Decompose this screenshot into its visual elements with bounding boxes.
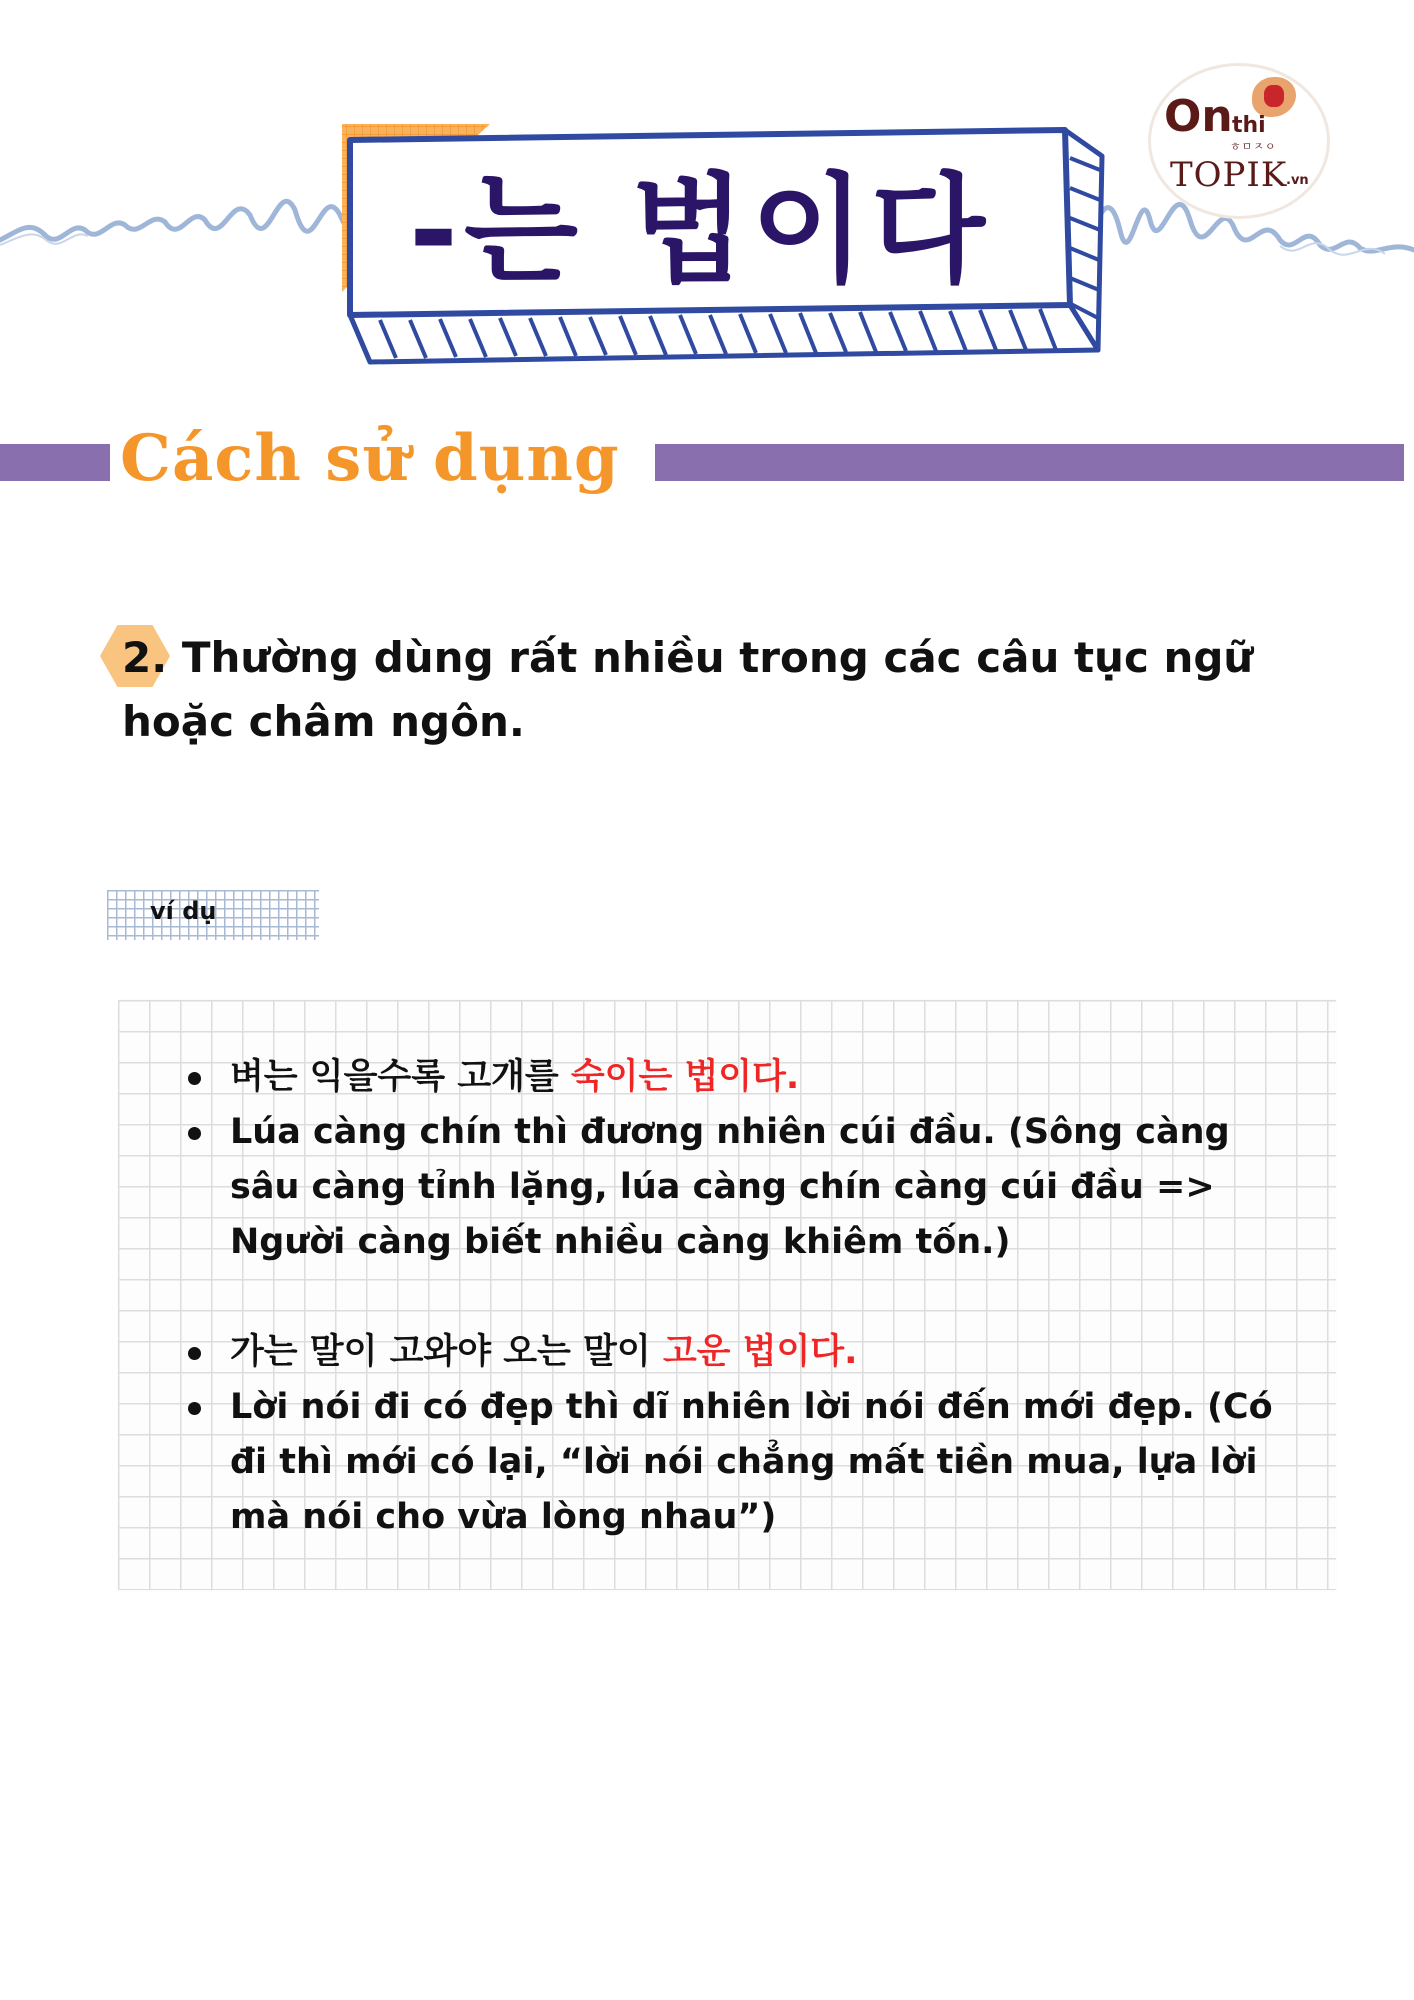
example-meaning: Lời nói đi có đẹp thì dĩ nhiên lời nói đến mới đẹp. (Có đi thì mới có lại, “lời nói chẳng mất tiền mua, lựa lời mà nói cho vừa lòng nhau”) [230,1387,1273,1537]
example-korean: 가는 말이 고와야 오는 말이 [230,1332,663,1372]
example-list [182,1050,1282,1545]
example-korean: 벼는 익을수록 고개를 [230,1057,571,1097]
logo-brand-text: TOPIK [1170,155,1288,195]
example-korean-highlight: 고운 법이다. [662,1332,858,1372]
logo-domain-text: .vn [1286,173,1309,188]
logo-on-text: On [1164,91,1233,142]
bullet-icon [188,1347,201,1360]
list-item [182,1325,1282,1380]
section-bar-right [655,444,1404,481]
list-item [182,1380,1282,1545]
page-title: -는 법이다 [408,161,991,299]
section-bar-left [0,444,110,481]
list-item [182,1105,1282,1270]
point-number: 2. [122,633,168,682]
example-korean-highlight: 숙이는 법이다. [570,1057,800,1097]
logo-stamp-icon [1264,85,1284,107]
point-text: Thường dùng rất nhiều trong các câu tục ngữ hoặc châm ngôn. [122,633,1254,746]
example-meaning: Lúa càng chín thì đương nhiên cúi đầu. (Sông càng sâu càng tỉnh lặng, lúa càng chín càng cúi đầu => Người càng biết nhiều càng khiêm tốn.) [230,1112,1230,1262]
bullet-icon [188,1402,201,1415]
logo-hangul-text: ㅎㅁㅈㅇ [1230,140,1277,153]
logo-thi-text: thi [1232,113,1266,138]
bullet-icon [188,1127,201,1140]
bullet-icon [188,1072,201,1085]
brand-logo [1140,55,1340,220]
example-label: ví dụ [150,897,217,925]
list-item [182,1050,1282,1105]
section-heading: Cách sử dụng [120,421,620,496]
usage-point [122,626,1282,754]
